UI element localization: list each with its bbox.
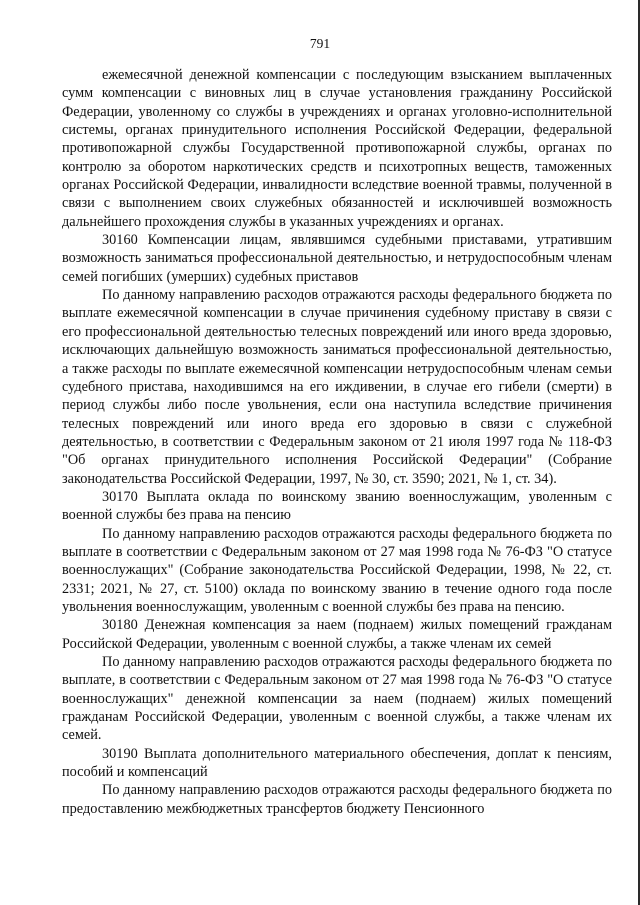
section-heading-30170: 30170 Выплата оклада по воинскому званию военнослужащим, уволенным с военной службы без права на пенсию [62, 488, 612, 524]
section-heading-30180: 30180 Денежная компенсация за наем (поднаем) жилых помещений гражданам Российской Федерации, уволенным с военной службы, а также членам их семей [62, 617, 612, 652]
paragraph-30170-description: По данному направлению расходов отражаются расходы федерального бюджета по выплате в соответствии с Федеральным законом от 27 мая 1998 года № 76-ФЗ "О статусе военнослужащих" (Собрание законодательства Российской Федерации, 1998, № 22, ст. 2331; 2021, № 27, ст. 5100) оклада по воинскому званию в течение одного года после увольнения военнослужащим, уволенным с военной службы без права на пенсию. [62, 525, 612, 615]
paragraph-30190-description: По данному направлению расходов отражаются расходы федерального бюджета по предоставлению межбюджетных трансфертов бюджету Пенсионного [62, 782, 612, 817]
page-number: 791 [309, 36, 331, 51]
section-heading-30160: 30160 Компенсации лицам, являвшимся судебными приставами, утратившим возможность заниматься профессиональной деятельностью, и нетрудоспособным членам семей погибших (умерших) судебных приставов [62, 232, 612, 285]
paragraph-30160-description: По данному направлению расходов отражаются расходы федерального бюджета по выплате ежемесячной компенсации в случае причинения судебному приставу в связи с его профессиональной деятельностью телесных повреждений или иного вреда здоровью, исключающих дальнейшую возможность заниматься профессиональной деятельностью, а также расходы по выплате ежемесячной компенсации нетрудоспособным членам семьи судебного пристава, находившимся на его иждивении, в случае его гибели (смерти) в период службы либо после увольнения, если она наступила вследствие причинения телесных повреждений или иного вреда его здоровью в связи с служебной деятельностью, в соответствии с Федеральным законом от 21 июля 1997 года № 118-ФЗ "Об органах принудительного исполнения Российской Федерации" (Собрание законодательства Российской Федерации, 1997, № 30, ст. 3590; 2021, № 1, ст. 34). [62, 287, 612, 487]
paragraph-continuation: ежемесячной денежной компенсации с последующим взысканием выплаченных сумм компенсации с виновных лиц в случае установления гражданину Российской Федерации, уволенному со службы в учреждениях и органах уголовно-исполнительной системы, органах принудительного исполнения Российской Федерации, федеральной противопожарной службы Государственной противопожарной службы, органах по контролю за оборотом наркотических средств и психотропных веществ, таможенных органах Российской Федерации, инвалидности вследствие военной травмы, полученной в связи с выполнением своих служебных обязанностей и исключившей возможность дальнейшего прохождения службы в указанных учреждениях и органах. [62, 67, 612, 230]
section-heading-30190: 30190 Выплата дополнительного материального обеспечения, доплат к пенсиям, пособий и компенсаций [62, 745, 612, 781]
paragraph-30180-description: По данному направлению расходов отражаются расходы федерального бюджета по выплате, в соответствии с Федеральным законом от 27 мая 1998 года № 76-ФЗ "О статусе военнослужащих" денежной компенсации за наем (поднаем) жилых помещений гражданам Российской Федерации, уволенным с военной службы, а также членам их семей. [62, 654, 612, 744]
document-body [62, 66, 612, 818]
